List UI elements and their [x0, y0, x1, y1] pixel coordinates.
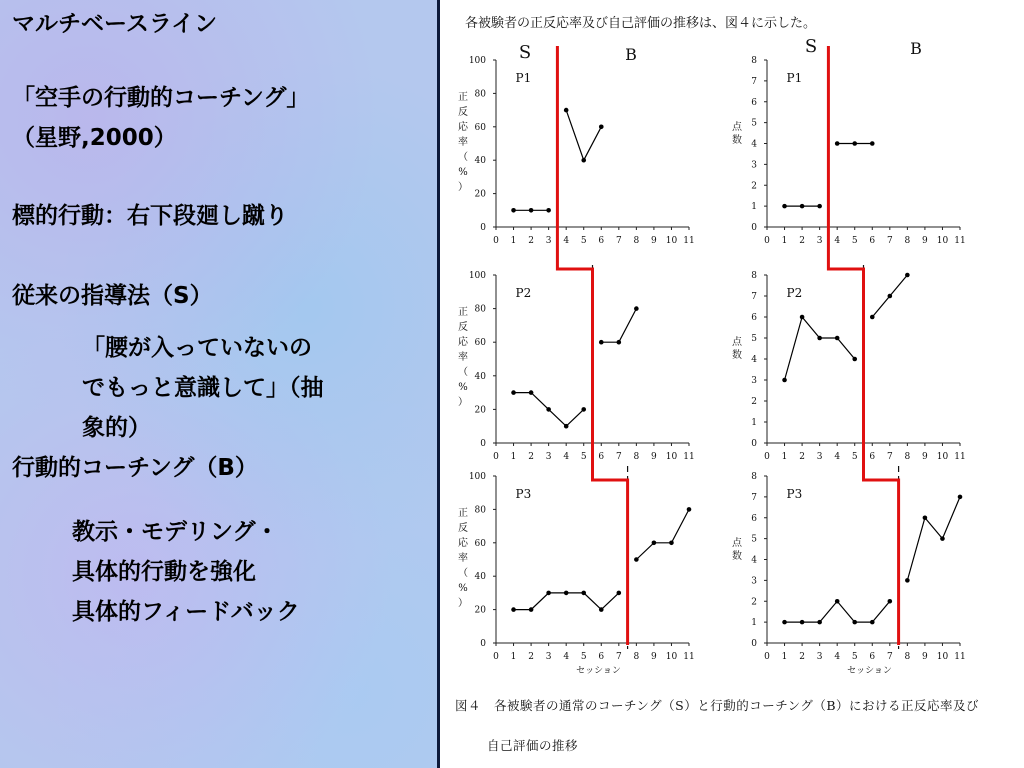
y-tick-label: 60 — [474, 538, 486, 549]
phase-label-b: B — [625, 45, 637, 64]
x-tick-label: 9 — [651, 452, 657, 462]
x-tick-label: 3 — [816, 652, 823, 662]
y-axis-label-char: 率 — [458, 137, 468, 148]
data-point — [511, 607, 516, 612]
x-tick-label: 7 — [886, 652, 893, 662]
x-tick-label: 4 — [834, 452, 841, 462]
data-point — [817, 336, 822, 341]
y-tick-label: 3 — [751, 160, 757, 171]
series-line — [514, 593, 619, 610]
y-tick-label: 0 — [480, 639, 486, 649]
y-axis-label-char: 正 — [458, 307, 468, 318]
x-tick-label: 0 — [764, 652, 770, 662]
panel-label: P3 — [515, 487, 532, 501]
figure-panel — [441, 0, 1024, 768]
data-point — [870, 141, 875, 146]
data-point — [687, 507, 692, 512]
x-tick-label: 6 — [869, 652, 876, 662]
x-tick-label: 9 — [651, 236, 657, 246]
chart-panel-3 — [458, 265, 695, 462]
x-tick-label: 3 — [545, 452, 552, 462]
y-tick-label: 2 — [751, 597, 757, 608]
y-tick-label: 6 — [751, 313, 757, 323]
data-point — [888, 294, 893, 299]
y-tick-label: 80 — [474, 89, 486, 100]
y-axis-label-char: 正 — [458, 508, 468, 519]
y-tick-label: 3 — [751, 576, 757, 587]
x-tick-label: 11 — [954, 652, 966, 662]
behavioral-coaching-item-1: 教示・モデリング・ — [72, 519, 279, 545]
y-tick-label: 0 — [480, 439, 486, 449]
y-axis-label-char: 数 — [732, 551, 742, 562]
figure-caption-line2: 自己評価の推移 — [487, 738, 579, 753]
data-point — [923, 515, 928, 520]
x-tick-label: 6 — [598, 236, 605, 246]
x-tick-label: 2 — [528, 236, 534, 246]
conventional-method-heading: 従来の指導法（S） — [12, 283, 213, 309]
data-point — [835, 141, 840, 146]
x-tick-label: 9 — [922, 452, 928, 462]
x-tick-label: 10 — [665, 452, 678, 462]
y-tick-label: 8 — [751, 271, 757, 281]
y-tick-label: 0 — [480, 223, 486, 233]
data-point — [564, 591, 569, 596]
y-tick-label: 80 — [474, 505, 486, 516]
conventional-method-quote-3: 象的） — [82, 415, 151, 441]
data-point — [817, 204, 822, 209]
x-tick-label: 5 — [851, 452, 858, 462]
y-tick-label: 7 — [751, 292, 757, 302]
chart-panel-5 — [458, 466, 695, 676]
x-tick-label: 4 — [563, 236, 570, 246]
y-tick-label: 7 — [751, 492, 757, 503]
data-point — [835, 336, 840, 341]
x-tick-label: 3 — [545, 236, 552, 246]
study-title: 「空手の行動的コーチング」 — [12, 85, 310, 111]
panel-label: P1 — [786, 71, 803, 85]
chart-panel-1 — [458, 50, 695, 246]
x-tick-label: 5 — [580, 652, 587, 662]
y-tick-label: 40 — [474, 572, 486, 583]
y-tick-label: 8 — [751, 472, 757, 482]
data-point — [852, 620, 857, 625]
data-point — [905, 578, 910, 583]
x-tick-label: 0 — [493, 452, 499, 462]
series-line — [636, 509, 689, 559]
phase-label-s: S — [804, 36, 818, 57]
x-tick-label: 7 — [886, 452, 893, 462]
x-tick-label: 7 — [615, 652, 622, 662]
study-citation: （星野,2000） — [12, 125, 177, 151]
data-point — [835, 599, 840, 604]
y-tick-label: 60 — [474, 122, 486, 133]
x-tick-label: 7 — [615, 236, 622, 246]
x-tick-label: 9 — [922, 236, 928, 246]
x-axis-label: セッション — [847, 666, 892, 676]
y-tick-label: 40 — [474, 371, 486, 382]
y-tick-label: 5 — [751, 334, 757, 344]
x-tick-label: 11 — [683, 452, 695, 462]
data-point — [581, 407, 586, 412]
x-tick-label: 8 — [904, 452, 911, 462]
x-tick-label: 6 — [598, 452, 605, 462]
data-point — [511, 390, 516, 395]
x-tick-label: 2 — [528, 452, 534, 462]
y-axis-label-char: 反 — [458, 107, 468, 118]
y-tick-label: 4 — [751, 355, 757, 365]
x-tick-label: 10 — [936, 452, 949, 462]
x-tick-label: 1 — [510, 652, 517, 662]
x-tick-label: 11 — [954, 452, 966, 462]
data-point — [782, 620, 787, 625]
data-point — [800, 620, 805, 625]
y-tick-label: 0 — [751, 439, 757, 449]
x-tick-label: 4 — [834, 652, 841, 662]
x-tick-label: 9 — [922, 652, 928, 662]
target-behavior: 標的行動：右下段廻し蹴り — [12, 203, 288, 229]
data-point — [800, 204, 805, 209]
data-point — [905, 273, 910, 278]
y-axis-label-char: 点 — [732, 337, 742, 348]
x-tick-label: 10 — [936, 652, 949, 662]
y-axis-label-char: 正 — [458, 92, 468, 103]
data-point — [599, 607, 604, 612]
y-axis-label-char: ） — [458, 598, 468, 609]
y-axis-label-char: 点 — [732, 122, 742, 133]
y-tick-label: 60 — [474, 338, 486, 349]
x-tick-label: 8 — [904, 652, 911, 662]
y-tick-label: 6 — [751, 513, 757, 524]
y-axis-label-char: 反 — [458, 322, 468, 333]
x-tick-label: 10 — [665, 652, 678, 662]
chart-panel-4 — [732, 265, 966, 462]
data-point — [940, 536, 945, 541]
x-tick-label: 0 — [764, 452, 770, 462]
y-axis-label-char: 数 — [732, 135, 742, 146]
x-tick-label: 7 — [615, 452, 622, 462]
data-point — [652, 541, 657, 546]
data-point — [511, 208, 516, 213]
y-axis-label-char: （ — [458, 152, 468, 163]
data-point — [888, 599, 893, 604]
data-point — [581, 158, 586, 163]
y-tick-label: 6 — [751, 97, 757, 108]
x-tick-label: 6 — [869, 452, 876, 462]
y-axis-label-char: 応 — [458, 538, 468, 549]
phase-change-red-line-right — [828, 46, 898, 645]
data-point — [564, 424, 569, 429]
y-tick-label: 5 — [751, 118, 757, 129]
phase-change-red-line-left — [557, 46, 627, 645]
y-tick-label: 4 — [751, 555, 757, 566]
x-tick-label: 5 — [580, 452, 587, 462]
behavioral-coaching-heading: 行動的コーチング（B） — [12, 455, 258, 481]
slide-title: マルチベースライン — [12, 11, 218, 37]
data-point — [870, 620, 875, 625]
data-point — [870, 315, 875, 320]
y-tick-label: 100 — [468, 271, 486, 281]
x-tick-label: 6 — [869, 236, 876, 246]
data-point — [581, 591, 586, 596]
series-line — [785, 601, 890, 622]
data-point — [800, 315, 805, 320]
x-tick-label: 2 — [528, 652, 534, 662]
x-tick-label: 1 — [781, 236, 788, 246]
series-line — [907, 497, 960, 581]
y-tick-label: 20 — [474, 605, 486, 616]
x-tick-label: 3 — [816, 236, 823, 246]
y-tick-label: 2 — [751, 397, 757, 407]
y-tick-label: 5 — [751, 534, 757, 545]
data-point — [546, 591, 551, 596]
y-tick-label: 1 — [751, 618, 757, 629]
y-tick-label: 4 — [751, 139, 757, 150]
y-tick-label: 20 — [474, 405, 486, 416]
multiple-baseline-figure — [441, 0, 1024, 768]
data-point — [634, 557, 639, 562]
chart-panel-2 — [732, 50, 966, 246]
y-axis-label-char: 数 — [732, 350, 742, 361]
x-tick-label: 8 — [633, 652, 640, 662]
y-axis-label-char: 応 — [458, 122, 468, 133]
y-tick-label: 80 — [474, 304, 486, 315]
figure-header: 各被験者の正反応率及び自己評価の推移は、図４に示した。 — [465, 16, 817, 31]
x-tick-label: 1 — [781, 452, 788, 462]
data-point — [852, 357, 857, 362]
y-axis-label-char: % — [458, 167, 468, 178]
y-axis-label-char: 反 — [458, 523, 468, 534]
series-line — [601, 309, 636, 343]
y-axis-label-char: 点 — [732, 538, 742, 549]
x-tick-label: 5 — [851, 652, 858, 662]
x-tick-label: 10 — [665, 236, 678, 246]
behavioral-coaching-item-2: 具体的行動を強化 — [72, 559, 256, 585]
y-tick-label: 3 — [751, 376, 757, 386]
x-tick-label: 0 — [493, 652, 499, 662]
x-tick-label: 2 — [799, 452, 805, 462]
data-point — [669, 541, 674, 546]
y-tick-label: 100 — [468, 472, 486, 482]
data-point — [564, 108, 569, 113]
y-axis-label-char: （ — [458, 367, 468, 378]
conventional-method-quote-2: でもっと意識して」（抽 — [82, 375, 324, 401]
x-tick-label: 9 — [651, 652, 657, 662]
data-point — [852, 141, 857, 146]
data-point — [529, 607, 534, 612]
data-point — [599, 125, 604, 130]
x-tick-label: 4 — [834, 236, 841, 246]
y-axis-label-char: 率 — [458, 553, 468, 564]
panel-label: P1 — [515, 71, 532, 85]
y-tick-label: 40 — [474, 156, 486, 167]
x-tick-label: 8 — [633, 452, 640, 462]
behavioral-coaching-item-3: 具体的フィードバック — [72, 599, 300, 625]
y-tick-label: 1 — [751, 202, 757, 213]
x-tick-label: 3 — [545, 652, 552, 662]
x-tick-label: 10 — [936, 236, 949, 246]
phase-label-s: S — [518, 42, 532, 63]
y-tick-label: 8 — [751, 56, 757, 66]
data-point — [817, 620, 822, 625]
x-tick-label: 5 — [580, 236, 587, 246]
x-tick-label: 1 — [510, 236, 517, 246]
x-tick-label: 4 — [563, 452, 570, 462]
x-tick-label: 2 — [799, 652, 805, 662]
x-tick-label: 0 — [493, 236, 499, 246]
data-point — [782, 378, 787, 383]
y-axis-label-char: ） — [458, 397, 468, 408]
x-tick-label: 11 — [954, 236, 966, 246]
series-line — [785, 317, 855, 380]
y-tick-label: 0 — [751, 639, 757, 649]
phase-label-b: B — [910, 39, 922, 58]
x-tick-label: 11 — [683, 652, 695, 662]
x-tick-label: 8 — [633, 236, 640, 246]
y-axis-label-char: （ — [458, 568, 468, 579]
data-point — [599, 340, 604, 345]
y-tick-label: 20 — [474, 189, 486, 200]
data-point — [634, 306, 639, 311]
data-point — [529, 208, 534, 213]
slide-text-panel — [0, 0, 437, 768]
panel-label: P2 — [515, 286, 532, 300]
x-tick-label: 1 — [781, 652, 788, 662]
data-point — [958, 495, 963, 500]
y-axis-label-char: ） — [458, 182, 468, 193]
panel-divider — [437, 0, 440, 768]
data-point — [617, 591, 622, 596]
x-tick-label: 6 — [598, 652, 605, 662]
x-tick-label: 8 — [904, 236, 911, 246]
x-tick-label: 5 — [851, 236, 858, 246]
data-point — [782, 204, 787, 209]
data-point — [546, 407, 551, 412]
panel-label: P2 — [786, 286, 803, 300]
x-tick-label: 2 — [799, 236, 805, 246]
y-axis-label-char: 応 — [458, 337, 468, 348]
data-point — [546, 208, 551, 213]
x-tick-label: 3 — [816, 452, 823, 462]
y-tick-label: 0 — [751, 223, 757, 233]
x-tick-label: 7 — [886, 236, 893, 246]
panel-label: P3 — [786, 487, 803, 501]
y-tick-label: 2 — [751, 181, 757, 192]
y-axis-label-char: % — [458, 583, 468, 594]
y-axis-label-char: 率 — [458, 352, 468, 363]
x-tick-label: 0 — [764, 236, 770, 246]
x-axis-label: セッション — [576, 666, 621, 676]
x-tick-label: 1 — [510, 452, 517, 462]
conventional-method-quote-1: 「腰が入っていないの — [82, 335, 312, 361]
chart-panel-6 — [732, 466, 966, 676]
y-axis-label-char: % — [458, 382, 468, 393]
series-line — [566, 110, 601, 160]
x-tick-label: 4 — [563, 652, 570, 662]
x-tick-label: 11 — [683, 236, 695, 246]
figure-caption-line1: 図４ 各被験者の通常のコーチング（S）と行動的コーチング（B）における正反応率及び — [455, 698, 980, 713]
y-tick-label: 1 — [751, 418, 757, 428]
data-point — [529, 390, 534, 395]
y-tick-label: 7 — [751, 76, 757, 87]
y-tick-label: 100 — [468, 56, 486, 66]
data-point — [617, 340, 622, 345]
